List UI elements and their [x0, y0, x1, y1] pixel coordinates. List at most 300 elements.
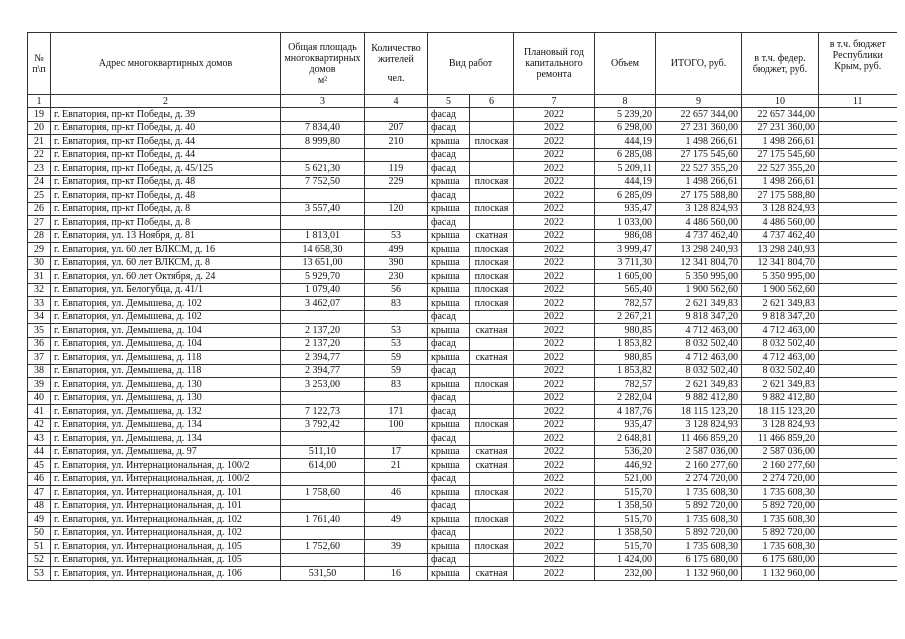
volume-cell: 1 358,50: [595, 499, 656, 513]
residents-cell: 53: [365, 324, 428, 338]
area-cell: [281, 472, 365, 486]
residents-cell: [365, 553, 428, 567]
address-cell: г. Евпатория, ул. Демышева, д. 104: [51, 324, 281, 338]
roof-type-cell: скатная: [470, 445, 514, 459]
work-type-cell: крыша: [428, 270, 470, 284]
volume-cell: 521,00: [595, 472, 656, 486]
volume-cell: 515,70: [595, 513, 656, 527]
crimea-budget-cell: [819, 148, 897, 162]
year-cell: 2022: [514, 121, 595, 135]
residents-cell: 49: [365, 513, 428, 527]
residents-cell: 17: [365, 445, 428, 459]
year-cell: 2022: [514, 202, 595, 216]
roof-type-cell: плоская: [470, 283, 514, 297]
roof-type-cell: скатная: [470, 567, 514, 581]
crimea-budget-cell: [819, 108, 897, 122]
area-cell: 5 929,70: [281, 270, 365, 284]
federal-cell: 1 132 960,00: [742, 567, 819, 581]
work-type-cell: фасад: [428, 121, 470, 135]
header-federal: в т.ч. федер. бюджет, руб.: [742, 33, 819, 95]
volume-cell: 980,85: [595, 324, 656, 338]
table-row: [28, 526, 897, 540]
crimea-budget-cell: [819, 337, 897, 351]
address-cell: г. Евпатория, ул. 60 лет ВЛКСМ, д. 16: [51, 243, 281, 257]
area-cell: 1 758,60: [281, 486, 365, 500]
table-row: [28, 256, 897, 270]
federal-cell: 4 737 462,40: [742, 229, 819, 243]
table-row: [28, 486, 897, 500]
work-type-cell: крыша: [428, 135, 470, 149]
federal-cell: 9 818 347,20: [742, 310, 819, 324]
table-row: [28, 270, 897, 284]
table-row: [28, 567, 897, 581]
work-type-cell: фасад: [428, 148, 470, 162]
residents-cell: [365, 216, 428, 230]
row-number: 26: [28, 202, 51, 216]
work-type-cell: фасад: [428, 310, 470, 324]
volume-cell: 536,20: [595, 445, 656, 459]
area-cell: 8 999,80: [281, 135, 365, 149]
roof-type-cell: скатная: [470, 324, 514, 338]
total-cell: 3 128 824,93: [656, 418, 742, 432]
area-cell: 7 834,40: [281, 121, 365, 135]
total-cell: 1 498 266,61: [656, 175, 742, 189]
total-cell: 13 298 240,93: [656, 243, 742, 257]
address-cell: г. Евпатория, ул. Демышева, д. 102: [51, 310, 281, 324]
table-row: [28, 162, 897, 176]
total-cell: 5 892 720,00: [656, 526, 742, 540]
year-cell: 2022: [514, 135, 595, 149]
column-number: 11: [819, 95, 897, 108]
column-number: 2: [51, 95, 281, 108]
row-number: 40: [28, 391, 51, 405]
table-row: [28, 324, 897, 338]
year-cell: 2022: [514, 540, 595, 554]
row-number: 46: [28, 472, 51, 486]
work-type-cell: крыша: [428, 513, 470, 527]
area-cell: 511,10: [281, 445, 365, 459]
column-number: 9: [656, 95, 742, 108]
roof-type-cell: плоская: [470, 256, 514, 270]
total-cell: 2 160 277,60: [656, 459, 742, 473]
header-residents: [365, 33, 428, 95]
roof-type-cell: [470, 148, 514, 162]
row-number: 38: [28, 364, 51, 378]
address-cell: г. Евпатория, ул. Демышева, д. 134: [51, 432, 281, 446]
year-cell: 2022: [514, 459, 595, 473]
volume-cell: 4 187,76: [595, 405, 656, 419]
volume-cell: 3 999,47: [595, 243, 656, 257]
address-cell: г. Евпатория, ул. 13 Ноября, д. 81: [51, 229, 281, 243]
crimea-budget-cell: [819, 310, 897, 324]
table-row: [28, 553, 897, 567]
residents-cell: 210: [365, 135, 428, 149]
header-crimea: в т.ч. бюджет Республики Крым, руб.: [819, 33, 897, 95]
table-row: [28, 121, 897, 135]
total-cell: 9 818 347,20: [656, 310, 742, 324]
row-number: 37: [28, 351, 51, 365]
crimea-budget-cell: [819, 432, 897, 446]
federal-cell: 4 712 463,00: [742, 351, 819, 365]
crimea-budget-cell: [819, 526, 897, 540]
area-cell: 5 621,30: [281, 162, 365, 176]
table-row: [28, 148, 897, 162]
volume-cell: 446,92: [595, 459, 656, 473]
total-cell: 22 527 355,20: [656, 162, 742, 176]
volume-cell: 565,40: [595, 283, 656, 297]
work-type-cell: фасад: [428, 391, 470, 405]
roof-type-cell: плоская: [470, 135, 514, 149]
crimea-budget-cell: [819, 540, 897, 554]
area-cell: 1 813,01: [281, 229, 365, 243]
federal-cell: 22 527 355,20: [742, 162, 819, 176]
column-number: 8: [595, 95, 656, 108]
table-row: [28, 202, 897, 216]
address-cell: г. Евпатория, пр-кт Победы, д. 8: [51, 202, 281, 216]
year-cell: 2022: [514, 432, 595, 446]
address-cell: г. Евпатория, ул. Интернациональная, д. 106: [51, 567, 281, 581]
repair-program-table: [27, 32, 897, 581]
work-type-cell: фасад: [428, 405, 470, 419]
address-cell: г. Евпатория, ул. Интернациональная, д. 101: [51, 499, 281, 513]
roof-type-cell: плоская: [470, 540, 514, 554]
area-cell: [281, 189, 365, 203]
roof-type-cell: [470, 405, 514, 419]
volume-cell: 1 605,00: [595, 270, 656, 284]
crimea-budget-cell: [819, 445, 897, 459]
area-cell: 3 557,40: [281, 202, 365, 216]
table-row: [28, 432, 897, 446]
table-row: [28, 540, 897, 554]
year-cell: 2022: [514, 243, 595, 257]
address-cell: г. Евпатория, ул. Демышева, д. 118: [51, 364, 281, 378]
volume-cell: 986,08: [595, 229, 656, 243]
row-number: 35: [28, 324, 51, 338]
federal-cell: 1 900 562,60: [742, 283, 819, 297]
residents-cell: [365, 432, 428, 446]
year-cell: 2022: [514, 324, 595, 338]
area-cell: 7 752,50: [281, 175, 365, 189]
year-cell: 2022: [514, 256, 595, 270]
year-cell: 2022: [514, 162, 595, 176]
federal-cell: 3 128 824,93: [742, 202, 819, 216]
table-row: [28, 364, 897, 378]
table-row: [28, 135, 897, 149]
residents-cell: 390: [365, 256, 428, 270]
area-cell: [281, 553, 365, 567]
volume-cell: 515,70: [595, 540, 656, 554]
row-number: 21: [28, 135, 51, 149]
row-number: 29: [28, 243, 51, 257]
address-cell: г. Евпатория, пр-кт Победы, д. 48: [51, 175, 281, 189]
header-num: № п\п: [28, 33, 51, 95]
crimea-budget-cell: [819, 364, 897, 378]
volume-cell: 3 711,30: [595, 256, 656, 270]
volume-cell: 515,70: [595, 486, 656, 500]
crimea-budget-cell: [819, 486, 897, 500]
row-number: 30: [28, 256, 51, 270]
work-type-cell: фасад: [428, 337, 470, 351]
area-cell: 2 394,77: [281, 351, 365, 365]
year-cell: 2022: [514, 297, 595, 311]
federal-cell: 1 735 608,30: [742, 486, 819, 500]
federal-cell: 5 892 720,00: [742, 526, 819, 540]
volume-cell: 444,19: [595, 135, 656, 149]
total-cell: 4 712 463,00: [656, 351, 742, 365]
roof-type-cell: [470, 108, 514, 122]
total-cell: 27 231 360,00: [656, 121, 742, 135]
volume-cell: 444,19: [595, 175, 656, 189]
address-cell: г. Евпатория, пр-кт Победы, д. 44: [51, 135, 281, 149]
address-cell: г. Евпатория, ул. Интернациональная, д. 105: [51, 553, 281, 567]
volume-cell: 1 853,82: [595, 337, 656, 351]
crimea-budget-cell: [819, 513, 897, 527]
year-cell: 2022: [514, 378, 595, 392]
area-cell: 3 462,07: [281, 297, 365, 311]
roof-type-cell: [470, 391, 514, 405]
header-area-label: Общая площадь многоквартирных домов: [284, 41, 361, 75]
row-number: 51: [28, 540, 51, 554]
year-cell: 2022: [514, 486, 595, 500]
residents-cell: 59: [365, 364, 428, 378]
total-cell: 1 735 608,30: [656, 486, 742, 500]
area-cell: 3 792,42: [281, 418, 365, 432]
total-cell: 6 175 680,00: [656, 553, 742, 567]
volume-cell: 6 285,08: [595, 148, 656, 162]
year-cell: 2022: [514, 189, 595, 203]
year-cell: 2022: [514, 229, 595, 243]
row-number: 31: [28, 270, 51, 284]
year-cell: 2022: [514, 472, 595, 486]
row-number: 36: [28, 337, 51, 351]
volume-cell: 1 424,00: [595, 553, 656, 567]
residents-cell: [365, 310, 428, 324]
total-cell: 1 498 266,61: [656, 135, 742, 149]
residents-cell: [365, 526, 428, 540]
roof-type-cell: [470, 499, 514, 513]
area-cell: [281, 391, 365, 405]
total-cell: 2 621 349,83: [656, 297, 742, 311]
residents-cell: 120: [365, 202, 428, 216]
row-number: 33: [28, 297, 51, 311]
work-type-cell: фасад: [428, 364, 470, 378]
residents-cell: 83: [365, 297, 428, 311]
crimea-budget-cell: [819, 243, 897, 257]
year-cell: 2022: [514, 310, 595, 324]
crimea-budget-cell: [819, 216, 897, 230]
year-cell: 2022: [514, 270, 595, 284]
federal-cell: 11 466 859,20: [742, 432, 819, 446]
work-type-cell: крыша: [428, 243, 470, 257]
crimea-budget-cell: [819, 459, 897, 473]
area-cell: [281, 432, 365, 446]
federal-cell: 4 486 560,00: [742, 216, 819, 230]
year-cell: 2022: [514, 499, 595, 513]
row-number: 43: [28, 432, 51, 446]
column-numbers-row: [28, 95, 897, 108]
table-row: [28, 418, 897, 432]
crimea-budget-cell: [819, 499, 897, 513]
address-cell: г. Евпатория, ул. Демышева, д. 132: [51, 405, 281, 419]
address-cell: г. Евпатория, ул. Демышева, д. 97: [51, 445, 281, 459]
residents-cell: 53: [365, 337, 428, 351]
roof-type-cell: плоская: [470, 243, 514, 257]
total-cell: 8 032 502,40: [656, 337, 742, 351]
total-cell: 2 587 036,00: [656, 445, 742, 459]
column-number: 6: [470, 95, 514, 108]
address-cell: г. Евпатория, пр-кт Победы, д. 39: [51, 108, 281, 122]
area-cell: 13 651,00: [281, 256, 365, 270]
work-type-cell: крыша: [428, 324, 470, 338]
work-type-cell: крыша: [428, 229, 470, 243]
residents-cell: 46: [365, 486, 428, 500]
crimea-budget-cell: [819, 189, 897, 203]
year-cell: 2022: [514, 364, 595, 378]
year-cell: 2022: [514, 283, 595, 297]
residents-cell: 53: [365, 229, 428, 243]
federal-cell: 6 175 680,00: [742, 553, 819, 567]
address-cell: г. Евпатория, ул. Белогубца, д. 41/1: [51, 283, 281, 297]
work-type-cell: крыша: [428, 567, 470, 581]
row-number: 42: [28, 418, 51, 432]
row-number: 44: [28, 445, 51, 459]
roof-type-cell: плоская: [470, 297, 514, 311]
area-cell: 2 394,77: [281, 364, 365, 378]
header-residents-unit: чел.: [387, 73, 405, 84]
crimea-budget-cell: [819, 121, 897, 135]
volume-cell: 980,85: [595, 351, 656, 365]
table-row: [28, 459, 897, 473]
total-cell: 3 128 824,93: [656, 202, 742, 216]
table-row: [28, 445, 897, 459]
table-row: [28, 351, 897, 365]
total-cell: 1 132 960,00: [656, 567, 742, 581]
row-number: 23: [28, 162, 51, 176]
residents-cell: 16: [365, 567, 428, 581]
table-row: [28, 378, 897, 392]
residents-cell: [365, 148, 428, 162]
total-cell: 8 032 502,40: [656, 364, 742, 378]
volume-cell: 5 239,20: [595, 108, 656, 122]
crimea-budget-cell: [819, 135, 897, 149]
address-cell: г. Евпатория, ул. 60 лет ВЛКСМ, д. 8: [51, 256, 281, 270]
table-row: [28, 391, 897, 405]
total-cell: 1 900 562,60: [656, 283, 742, 297]
work-type-cell: крыша: [428, 283, 470, 297]
area-cell: 2 137,20: [281, 324, 365, 338]
header-volume: Объем: [595, 33, 656, 95]
volume-cell: 1 358,50: [595, 526, 656, 540]
total-cell: 1 735 608,30: [656, 513, 742, 527]
table-row: [28, 229, 897, 243]
row-number: 34: [28, 310, 51, 324]
total-cell: 2 621 349,83: [656, 378, 742, 392]
total-cell: 5 350 995,00: [656, 270, 742, 284]
federal-cell: 27 175 545,60: [742, 148, 819, 162]
year-cell: 2022: [514, 108, 595, 122]
address-cell: г. Евпатория, пр-кт Победы, д. 40: [51, 121, 281, 135]
column-number: 7: [514, 95, 595, 108]
roof-type-cell: плоская: [470, 513, 514, 527]
area-cell: [281, 148, 365, 162]
column-number: 1: [28, 95, 51, 108]
residents-cell: 207: [365, 121, 428, 135]
federal-cell: 5 892 720,00: [742, 499, 819, 513]
column-number: 5: [428, 95, 470, 108]
total-cell: 9 882 412,80: [656, 391, 742, 405]
roof-type-cell: плоская: [470, 418, 514, 432]
roof-type-cell: скатная: [470, 459, 514, 473]
volume-cell: 1 033,00: [595, 216, 656, 230]
year-cell: 2022: [514, 351, 595, 365]
work-type-cell: фасад: [428, 162, 470, 176]
address-cell: г. Евпатория, ул. Интернациональная, д. 105: [51, 540, 281, 554]
row-number: 39: [28, 378, 51, 392]
area-cell: 531,50: [281, 567, 365, 581]
row-number: 27: [28, 216, 51, 230]
federal-cell: 2 160 277,60: [742, 459, 819, 473]
table-row: [28, 513, 897, 527]
header-total: ИТОГО, руб.: [656, 33, 742, 95]
row-number: 24: [28, 175, 51, 189]
area-cell: [281, 108, 365, 122]
roof-type-cell: [470, 216, 514, 230]
federal-cell: 2 621 349,83: [742, 297, 819, 311]
row-number: 32: [28, 283, 51, 297]
volume-cell: 5 209,11: [595, 162, 656, 176]
federal-cell: 22 657 344,00: [742, 108, 819, 122]
crimea-budget-cell: [819, 351, 897, 365]
work-type-cell: фасад: [428, 472, 470, 486]
residents-cell: [365, 108, 428, 122]
address-cell: г. Евпатория, ул. Демышева, д. 130: [51, 378, 281, 392]
work-type-cell: крыша: [428, 445, 470, 459]
federal-cell: 1 735 608,30: [742, 513, 819, 527]
volume-cell: 6 298,00: [595, 121, 656, 135]
table-row: [28, 243, 897, 257]
total-cell: 4 486 560,00: [656, 216, 742, 230]
table-row: [28, 108, 897, 122]
crimea-budget-cell: [819, 378, 897, 392]
federal-cell: 8 032 502,40: [742, 364, 819, 378]
address-cell: г. Евпатория, ул. Демышева, д. 134: [51, 418, 281, 432]
year-cell: 2022: [514, 513, 595, 527]
header-residents-label: Количество жителей: [371, 43, 421, 65]
address-cell: г. Евпатория, ул. Демышева, д. 102: [51, 297, 281, 311]
total-cell: 22 657 344,00: [656, 108, 742, 122]
year-cell: 2022: [514, 216, 595, 230]
table-row: [28, 337, 897, 351]
volume-cell: 2 648,81: [595, 432, 656, 446]
address-cell: г. Евпатория, ул. Интернациональная, д. 100/2: [51, 472, 281, 486]
year-cell: 2022: [514, 405, 595, 419]
area-cell: 3 253,00: [281, 378, 365, 392]
crimea-budget-cell: [819, 229, 897, 243]
area-cell: 7 122,73: [281, 405, 365, 419]
work-type-cell: фасад: [428, 189, 470, 203]
federal-cell: 4 712 463,00: [742, 324, 819, 338]
work-type-cell: крыша: [428, 202, 470, 216]
table-row: [28, 499, 897, 513]
federal-cell: 2 621 349,83: [742, 378, 819, 392]
header-year: Плановый год капитального ремонта: [514, 33, 595, 95]
table-row: [28, 189, 897, 203]
roof-type-cell: плоская: [470, 378, 514, 392]
volume-cell: 2 267,21: [595, 310, 656, 324]
table-row: [28, 216, 897, 230]
table-row: [28, 283, 897, 297]
total-cell: 2 274 720,00: [656, 472, 742, 486]
